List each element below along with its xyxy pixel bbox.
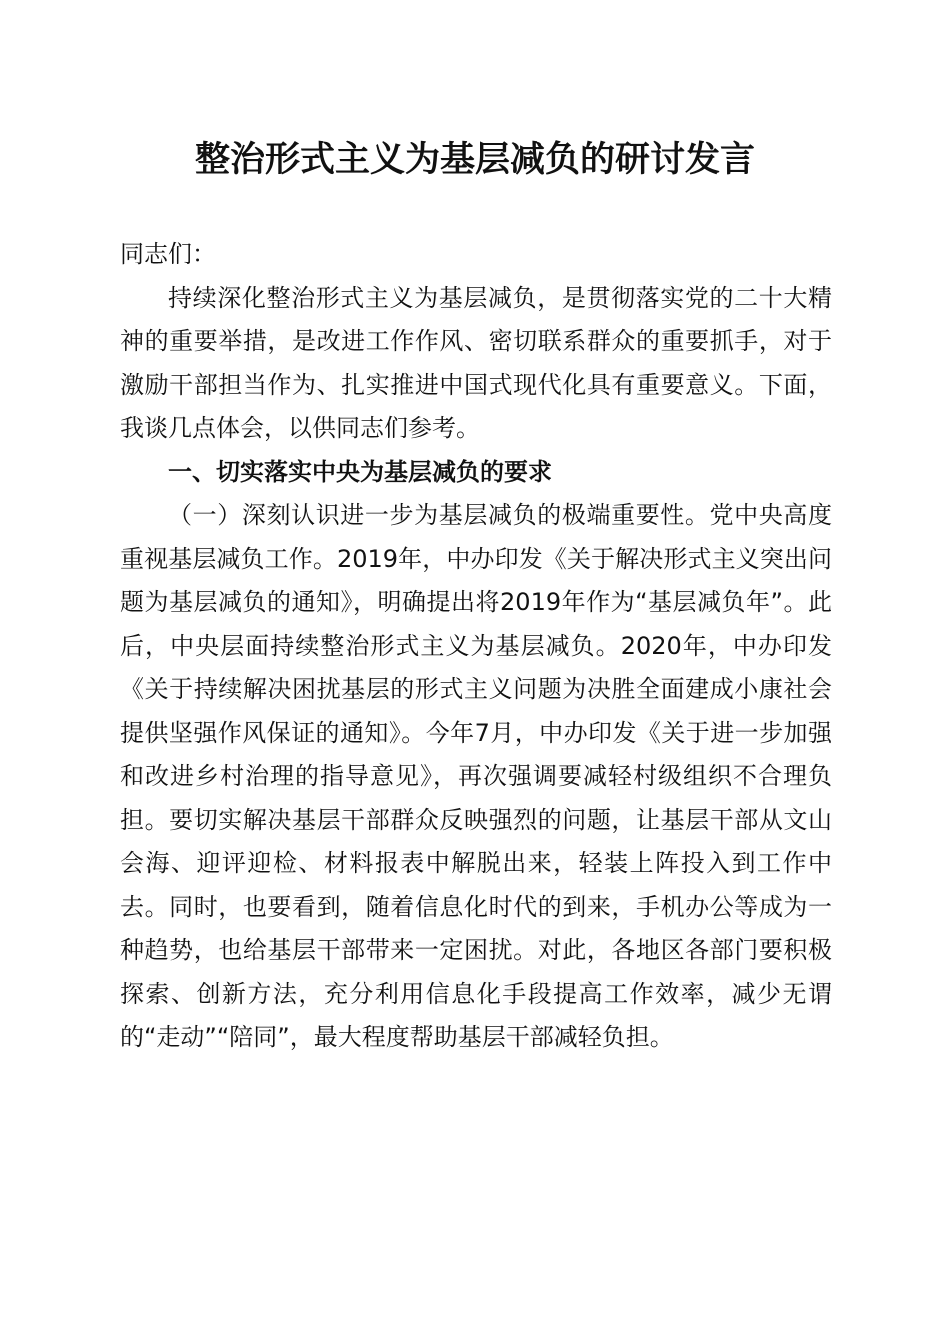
intro-paragraph: 持续深化整治形式主义为基层减负，是贯彻落实党的二十大精神的重要举措，是改进工作作风、密切联系群众的重要抓手，对于激励干部担当作为、扎实推进中国式现代化具有重要意义。下面，我谈几点体会，以供同志们参考。 [120, 283, 832, 442]
document-title: 整治形式主义为基层减负的研讨发言 [194, 139, 755, 180]
document-body [120, 233, 832, 1060]
salutation: 同志们： [120, 240, 216, 268]
section-heading-1: 一、切实落实中央为基层减负的要求 [168, 457, 552, 486]
section-1-paragraph: （一）深刻认识进一步为基层减负的极端重要性。党中央高度重视基层减负工作。2019年，中办印发《关于解决形式主义突出问题为基层减负的通知》，明确提出将2019年作为“基层减负年”。此后，中央层面持续整治形式主义为基层减负。2020年，中办印发《关于持续解决困扰基层的形式主义问题为决胜全面建成小康社会提供坚强作风保证的通知》。今年7月，中办印发《关于进一步加强和改进乡村治理的指导意见》，再次强调要减轻村级组织不合理负担。要切实解决基层干部群众反映强烈的问题，让基层干部从文山会海、迎评迎检、材料报表中解脱出来，轻装上阵投入到工作中去。同时，也要看到，随着信息化时代的到来，手机办公等成为一种趋势，也给基层干部带来一定困扰。对此，各地区各部门要积极探索、创新方法，充分利用信息化手段提高工作效率，减少无谓的“走动”“陪同”，最大程度帮助基层干部减轻负担。 [120, 501, 832, 1051]
